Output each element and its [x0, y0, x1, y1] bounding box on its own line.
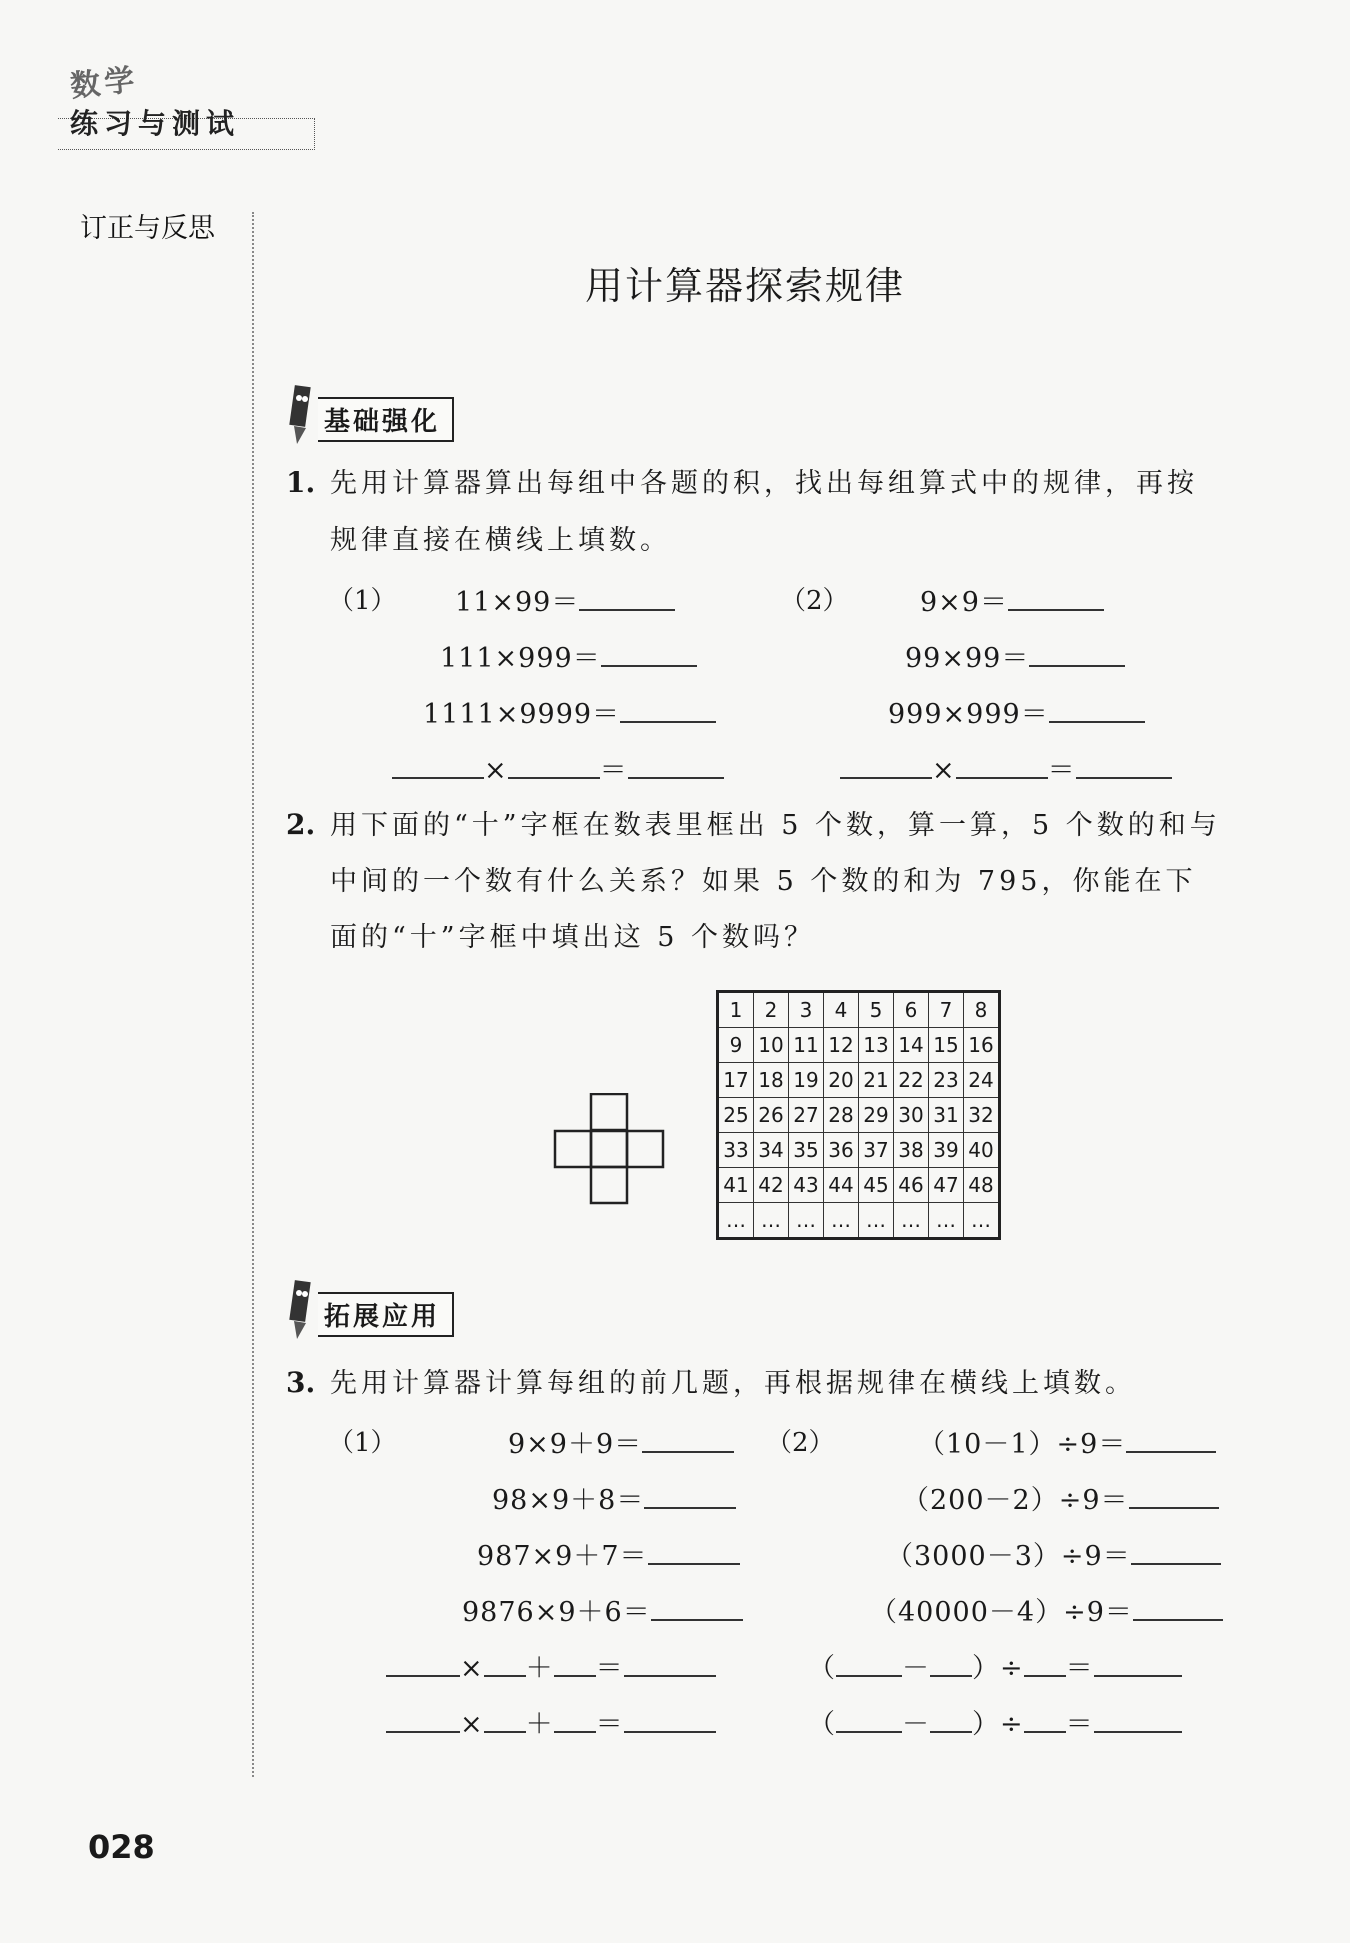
table-cell: … [754, 1203, 789, 1239]
table-cell: 37 [859, 1133, 894, 1168]
table-cell: 10 [754, 1028, 789, 1063]
table-cell: 28 [824, 1098, 859, 1133]
table-cell: 20 [824, 1063, 859, 1098]
table-cell: 44 [824, 1168, 859, 1203]
q1-part2-label: （2） [780, 586, 849, 616]
table-row [718, 992, 1000, 1028]
table-cell: … [894, 1203, 929, 1239]
q3-g1-pattern1: × ＋ ＝ [386, 1646, 716, 1685]
table-cell: 42 [754, 1168, 789, 1203]
q3-g2-eq2: （200－2）÷9＝ [902, 1478, 1219, 1517]
table-cell: 16 [964, 1028, 1000, 1063]
q1-text-line2: 规律直接在横线上填数。 [330, 525, 671, 556]
page-number: 028 [88, 1828, 155, 1866]
table-cell: 43 [789, 1168, 824, 1203]
q1-g1-eq3: 1111×9999＝ [423, 692, 716, 731]
table-cell: 26 [754, 1098, 789, 1133]
q3-g1-eq4: 9876×9＋6＝ [462, 1590, 743, 1629]
q3-g1-eq3: 987×9＋7＝ [477, 1534, 740, 1573]
header-book-title: 练习与测试 [70, 107, 241, 140]
table-cell: 7 [929, 992, 964, 1028]
table-cell: 40 [964, 1133, 1000, 1168]
table-cell: 3 [789, 992, 824, 1028]
q3-g2-eq4: （40000－4）÷9＝ [870, 1590, 1223, 1629]
table-row [718, 1203, 1000, 1239]
section-label-basic: 基础强化 [318, 397, 454, 442]
q1-g2-eq1: 9×9＝ [920, 580, 1104, 619]
section-badge-extend [286, 1295, 454, 1333]
table-cell: 31 [929, 1098, 964, 1133]
table-cell: 39 [929, 1133, 964, 1168]
q1-text-line1: 先用计算器算出每组中各题的积，找出每组算式中的规律，再按 [330, 468, 1198, 499]
q3-g2-pattern1: （ － ）÷ ＝ [808, 1646, 1182, 1685]
table-cell: … [859, 1203, 894, 1239]
table-cell: 33 [718, 1133, 754, 1168]
pencil-icon [286, 1275, 314, 1341]
table-cell: 22 [894, 1063, 929, 1098]
q3-number: 3. [286, 1366, 316, 1399]
q3-g1-eq2: 98×9＋8＝ [492, 1478, 736, 1517]
table-cell: 36 [824, 1133, 859, 1168]
table-cell: 6 [894, 992, 929, 1028]
table-cell: 4 [824, 992, 859, 1028]
table-cell: … [824, 1203, 859, 1239]
table-cell: 45 [859, 1168, 894, 1203]
q3-g1-pattern2: × ＋ ＝ [386, 1702, 716, 1741]
q1-g2-pattern: × ＝ [840, 748, 1172, 787]
q3-part1-label: （1） [328, 1428, 397, 1458]
q1-number: 1. [286, 466, 316, 499]
table-cell: 29 [859, 1098, 894, 1133]
q2-number: 2. [286, 808, 316, 841]
q1-part1-label: （1） [328, 586, 397, 616]
margin-divider [252, 212, 254, 1777]
q1-g1-eq1: 11×99＝ [455, 580, 675, 619]
q1-g2-eq3: 999×999＝ [888, 692, 1145, 731]
table-cell: 46 [894, 1168, 929, 1203]
q1-g1-pattern: × ＝ [392, 748, 724, 787]
table-cell: 17 [718, 1063, 754, 1098]
table-row [718, 1098, 1000, 1133]
table-cell: 12 [824, 1028, 859, 1063]
table-row [718, 1063, 1000, 1098]
table-cell: 8 [964, 992, 1000, 1028]
table-cell: 14 [894, 1028, 929, 1063]
q3-g2-pattern2: （ － ）÷ ＝ [808, 1702, 1182, 1741]
table-cell: 30 [894, 1098, 929, 1133]
pencil-icon [286, 380, 314, 446]
q3-g2-eq3: （3000－3）÷9＝ [886, 1534, 1221, 1573]
section-badge-basic [286, 400, 454, 438]
table-cell: 48 [964, 1168, 1000, 1203]
q2-text-line3: 面的“十”字框中填出这 5 个数吗？ [330, 922, 815, 953]
table-cell: 35 [789, 1133, 824, 1168]
table-cell: 47 [929, 1168, 964, 1203]
table-cell: 23 [929, 1063, 964, 1098]
number-table [716, 990, 1001, 1240]
table-cell: 18 [754, 1063, 789, 1098]
table-cell: 38 [894, 1133, 929, 1168]
table-cell: 2 [754, 992, 789, 1028]
table-cell: 1 [718, 992, 754, 1028]
q2-text-line2: 中间的一个数有什么关系？如果 5 个数的和为 795，你能在下 [330, 866, 1197, 897]
q3-part2-label: （2） [766, 1428, 835, 1458]
page-title: 用计算器探索规律 [584, 264, 905, 308]
table-cell: 34 [754, 1133, 789, 1168]
table-cell: 9 [718, 1028, 754, 1063]
table-cell: 27 [789, 1098, 824, 1133]
table-cell: … [789, 1203, 824, 1239]
cross-frame-diagram [553, 1093, 665, 1205]
table-cell: 21 [859, 1063, 894, 1098]
q3-g2-eq1: （10－1）÷9＝ [918, 1422, 1216, 1461]
table-cell: 24 [964, 1063, 1000, 1098]
table-cell: 32 [964, 1098, 1000, 1133]
table-row [718, 1133, 1000, 1168]
q1-g2-eq2: 99×99＝ [905, 636, 1125, 675]
margin-title: 订正与反思 [80, 213, 215, 244]
table-cell: 11 [789, 1028, 824, 1063]
table-cell: 19 [789, 1063, 824, 1098]
table-cell: 15 [929, 1028, 964, 1063]
table-row [718, 1168, 1000, 1203]
q3-text: 先用计算器计算每组的前几题，再根据规律在横线上填数。 [330, 1368, 1136, 1399]
section-label-extend: 拓展应用 [318, 1292, 454, 1337]
q1-g1-eq2: 111×999＝ [440, 636, 697, 675]
table-cell: … [929, 1203, 964, 1239]
table-cell: 41 [718, 1168, 754, 1203]
table-row [718, 1028, 1000, 1063]
table-cell: 13 [859, 1028, 894, 1063]
q3-g1-eq1: 9×9＋9＝ [508, 1422, 734, 1461]
header-subject: 数学 [68, 62, 141, 105]
table-cell: 5 [859, 992, 894, 1028]
table-cell: … [718, 1203, 754, 1239]
table-cell: … [964, 1203, 1000, 1239]
table-cell: 25 [718, 1098, 754, 1133]
q2-text-line1: 用下面的“十”字框在数表里框出 5 个数，算一算，5 个数的和与 [330, 810, 1221, 841]
